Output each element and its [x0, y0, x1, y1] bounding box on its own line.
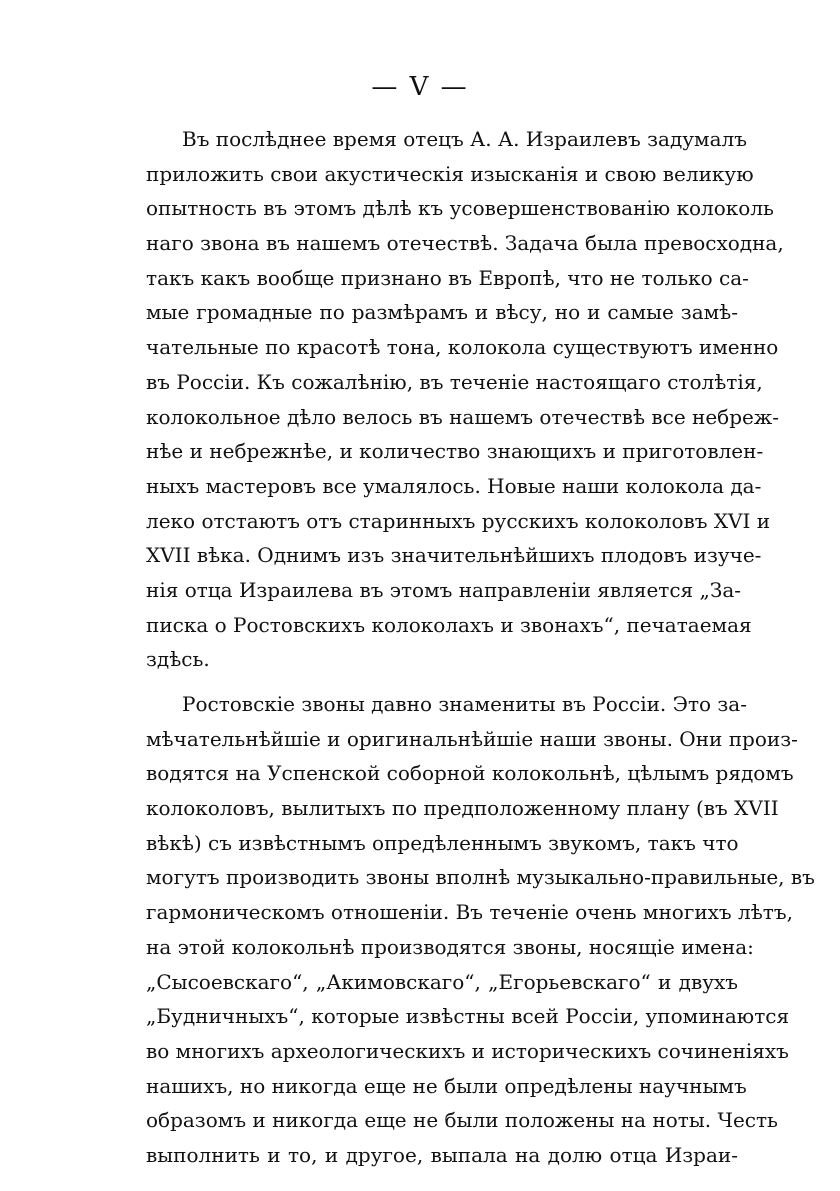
text-line: колоколовъ, вылитыхъ по предположенному плану (въ XVII [146, 796, 779, 821]
text-line: на этой колокольнѣ производятся звоны, носящіе имена: [146, 934, 754, 959]
text-line: въ Россіи. Къ сожалѣнію, въ теченіе настоящаго столѣтія, [146, 369, 763, 394]
text-line: водятся на Успенской соборной колокольнѣ, цѣлымъ рядомъ [146, 761, 794, 786]
paragraph-2 [146, 687, 815, 1173]
text-line: гармоническомъ отношеніи. Въ теченіе очень многихъ лѣтъ, [146, 900, 793, 925]
body-text [146, 122, 815, 1173]
text-line: вѣкѣ) съ извѣстнымъ опредѣленнымъ звукомъ, такъ что [146, 830, 739, 855]
text-line: нѣе и небрежнѣе, и количество знающихъ и приготовлен- [146, 439, 764, 464]
paragraph-spacer [146, 677, 738, 687]
text-line: здѣсь. [146, 647, 210, 672]
text-line: чательные по красотѣ тона, колокола существуютъ именно [146, 335, 779, 360]
text-line: писка о Ростовскихъ колоколахъ и звонахъ“, печатаемая [146, 612, 752, 637]
text-line: Ростовскіе звоны давно знамениты въ Россіи. Это за- [182, 692, 747, 716]
text-line: образомъ и никогда еще не были положены на ноты. Честь [146, 1108, 778, 1133]
text-line: нія отца Израилева въ этомъ направленіи является „За- [146, 577, 742, 602]
text-line: мые громадные по размѣрамъ и вѣсу, но и самые замѣ- [146, 300, 738, 325]
text-line: приложить свои акустическія изысканія и свою великую [146, 161, 754, 186]
text-line: „Сысоевскаго“, „Акимовскаго“, „Егорьевскаго“ и двухъ [146, 969, 738, 994]
text-line: леко отстаютъ отъ старинныхъ русскихъ колоколовъ XVI и [146, 508, 771, 533]
text-line: колокольное дѣло велось въ нашемъ отечествѣ все небреж- [146, 404, 780, 429]
text-line: такъ какъ вообще признано въ Европѣ, что не только са- [146, 265, 749, 290]
text-line: нашихъ, но никогда еще не были опредѣлены научнымъ [146, 1073, 747, 1098]
text-line: ныхъ мастеровъ все умалялось. Новые наши колокола да- [146, 473, 762, 498]
text-line: наго звона въ нашемъ отечествѣ. Задача была превосходна, [146, 231, 784, 256]
text-line: опытность въ этомъ дѣлѣ къ усовершенствованію колоколь [146, 196, 774, 221]
paragraph-1 [146, 122, 784, 677]
page-number: — V — [371, 72, 469, 102]
text-line: XVII вѣка. Однимъ изъ значительнѣйшихъ плодовъ изуче- [146, 543, 762, 568]
text-line: выполнить и то, и другое, выпала на долю отца Израи- [146, 1142, 738, 1167]
text-line: мѣчательнѣйшіе и оригинальнѣйшіе наши звоны. Они произ- [146, 726, 798, 751]
text-line: могутъ производить звоны вполнѣ музыкально-правильные, въ [146, 865, 815, 890]
text-line: Въ послѣднее время отецъ А. А. Израилевъ задумалъ [182, 127, 747, 151]
text-line: „Будничныхъ“, которые извѣстны всей Россіи, упоминаются [146, 1004, 790, 1029]
text-line: во многихъ археологическихъ и историческихъ сочиненіяхъ [146, 1038, 789, 1063]
